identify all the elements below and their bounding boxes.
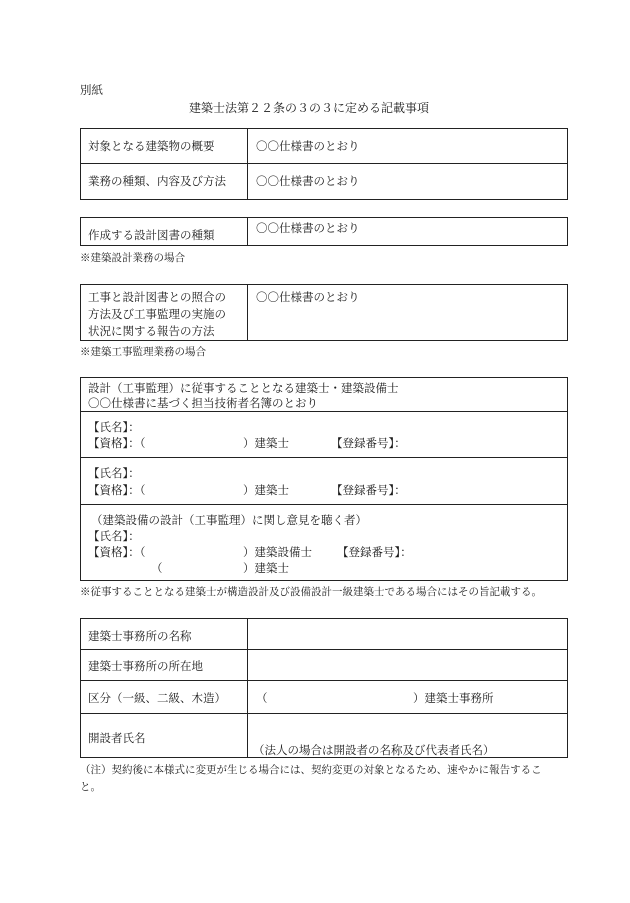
office-class-label: 区分（一級、二級、木造） (88, 691, 226, 705)
office-class-suffix: ）建築士事務所 (413, 691, 494, 705)
supervision-report-label-line2: 方法及び工事監理の実施の (88, 307, 226, 321)
equipment-qualification-suffix2: ）建築士 (243, 561, 289, 575)
attachment-label: 別紙 (80, 83, 103, 97)
person1-qualification-suffix: ）建築士 (243, 436, 289, 450)
architect-table (80, 377, 568, 581)
office-name-label: 建築士事務所の名称 (88, 629, 192, 643)
person2-registration-label: 【登録番号】： (331, 483, 406, 497)
person2-qualification-label: 【資格】：（ (88, 483, 146, 497)
office-class-open: （ (256, 691, 268, 705)
building-overview-value: 〇〇仕様書のとおり (256, 139, 360, 153)
equipment-name-label: 【氏名】： (88, 529, 140, 543)
equipment-qualification-suffix: ）建築設備士 (243, 545, 312, 559)
founder-name-note: （法人の場合は開設者の名称及び代表者氏名） (253, 743, 495, 757)
architect-heading: 設計（工事監理）に従事することとなる建築士・建築設備士 (88, 381, 399, 395)
work-type-label: 業務の種類、内容及び方法 (88, 174, 226, 188)
person2-name-label: 【氏名】： (88, 466, 140, 480)
equipment-registration-label: 【登録番号】： (337, 545, 412, 559)
person1-registration-label: 【登録番号】： (331, 436, 406, 450)
overview-table (80, 128, 568, 200)
equipment-qualification-open2: （ (151, 561, 163, 575)
office-table (80, 618, 568, 758)
person2-qualification-suffix: ）建築士 (243, 483, 289, 497)
drawing-types-table (80, 217, 568, 246)
founder-name-label: 開設者氏名 (88, 731, 146, 745)
supervision-report-label-line1: 工事と設計図書との照合の (88, 290, 226, 304)
person1-qualification-label: 【資格】：（ (88, 436, 146, 450)
page-title: 建築士法第２２条の３の３に定める記載事項 (189, 101, 430, 115)
equipment-qualification-label: 【資格】：（ (88, 545, 146, 559)
supervision-work-note: ※建築工事監理業務の場合 (80, 346, 206, 358)
work-type-value: 〇〇仕様書のとおり (256, 174, 360, 188)
drawing-types-label: 作成する設計図書の種類 (88, 228, 215, 242)
design-work-note: ※建築設計業務の場合 (80, 252, 185, 264)
supervision-report-label-line3: 状況に関する報告の方法 (88, 324, 215, 338)
supervision-report-table (80, 284, 568, 341)
office-address-label: 建築士事務所の所在地 (88, 659, 203, 673)
change-report-note: （注）契約後に本様式に変更が生じる場合には、契約変更の対象となるため、速やかに報告すること。 (80, 764, 542, 793)
equipment-consultant-heading: （建築設備の設計（工事監理）に関し意見を聴く者） (91, 513, 367, 527)
architect-roster-note: 〇〇仕様書に基づく担当技術者名簿のとおり (88, 396, 318, 410)
building-overview-label: 対象となる建築物の概要 (88, 139, 215, 153)
person1-name-label: 【氏名】： (88, 420, 140, 434)
drawing-types-value: 〇〇仕様書のとおり (256, 221, 360, 235)
supervision-report-value: 〇〇仕様書のとおり (256, 290, 360, 304)
structural-equipment-note: ※従事することとなる建築士が構造設計及び設備設計一級建築士である場合にはその旨記載する。 (80, 586, 542, 598)
